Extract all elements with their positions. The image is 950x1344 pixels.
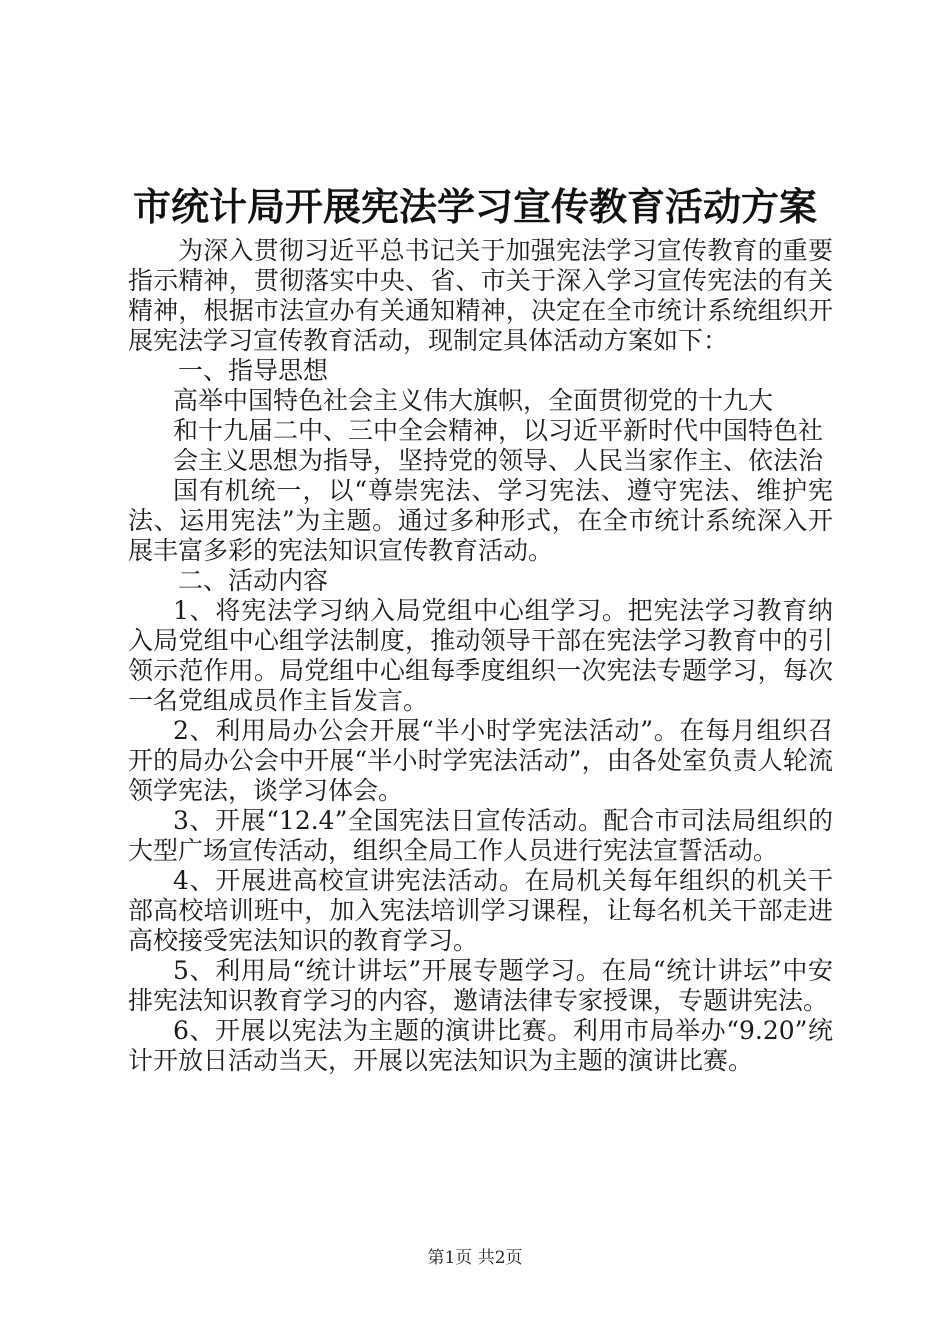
- document-title: 市统计局开展宪法学习宣传教育活动方案: [132, 184, 817, 229]
- document-body: [128, 236, 833, 1076]
- paragraph: 高举中国特色社会主义伟大旗帜，全面贯彻党的十九大: [173, 386, 774, 415]
- paragraph: 和十九届二中、三中全会精神，以习近平新时代中国特色社: [173, 416, 824, 445]
- intro-paragraph: 为深入贯彻习近平总书记关于加强宪法学习宣传教育的重要指示精神，贯彻落实中央、省、市关于深入学习宣传宪法的有关精神，根据市法宣办有关通知精神，决定在全市统计系统组织开展宪法学习宣传教育活动，现制定具体活动方案如下：: [128, 236, 833, 355]
- list-item: 5、利用局“统计讲坛”开展专题学习。在局“统计讲坛”中安排宪法知识教育学习的内容，邀请法律专家授课，专题讲宪法。: [128, 956, 833, 1015]
- page-footer: 第1页 共2页: [427, 1248, 523, 1268]
- section-heading-guiding-ideology: 一、指导思想: [178, 356, 329, 385]
- paragraph: 会主义思想为指导，坚持党的领导、人民当家作主、依法治: [173, 446, 824, 475]
- list-item: 6、开展以宪法为主题的演讲比赛。利用市局举办“9.20”统计开放日活动当天，开展以宪法知识为主题的演讲比赛。: [128, 1016, 833, 1075]
- list-item: 2、利用局办公会开展“半小时学宪法活动”。在每月组织召开的局办公会中开展“半小时学宪法活动”，由各处室负责人轮流领学宪法，谈学习体会。: [128, 716, 833, 805]
- section-heading-activity-content: 二、活动内容: [178, 566, 329, 595]
- paragraph: 国有机统一，以“尊崇宪法、学习宪法、遵守宪法、维护宪法、运用宪法”为主题。通过多种形式，在全市统计系统深入开展丰富多彩的宪法知识宣传教育活动。: [128, 476, 833, 565]
- list-item: 4、开展进高校宣讲宪法活动。在局机关每年组织的机关干部高校培训班中，加入宪法培训学习课程，让每名机关干部走进高校接受宪法知识的教育学习。: [128, 866, 833, 955]
- list-item: 3、开展“12.4”全国宪法日宣传活动。配合市司法局组织的大型广场宣传活动，组织全局工作人员进行宪法宣誓活动。: [128, 806, 833, 865]
- list-item: 1、将宪法学习纳入局党组中心组学习。把宪法学习教育纳入局党组中心组学法制度，推动领导干部在宪法学习教育中的引领示范作用。局党组中心组每季度组织一次宪法专题学习，每次一名党组成员作主旨发言。: [128, 596, 833, 715]
